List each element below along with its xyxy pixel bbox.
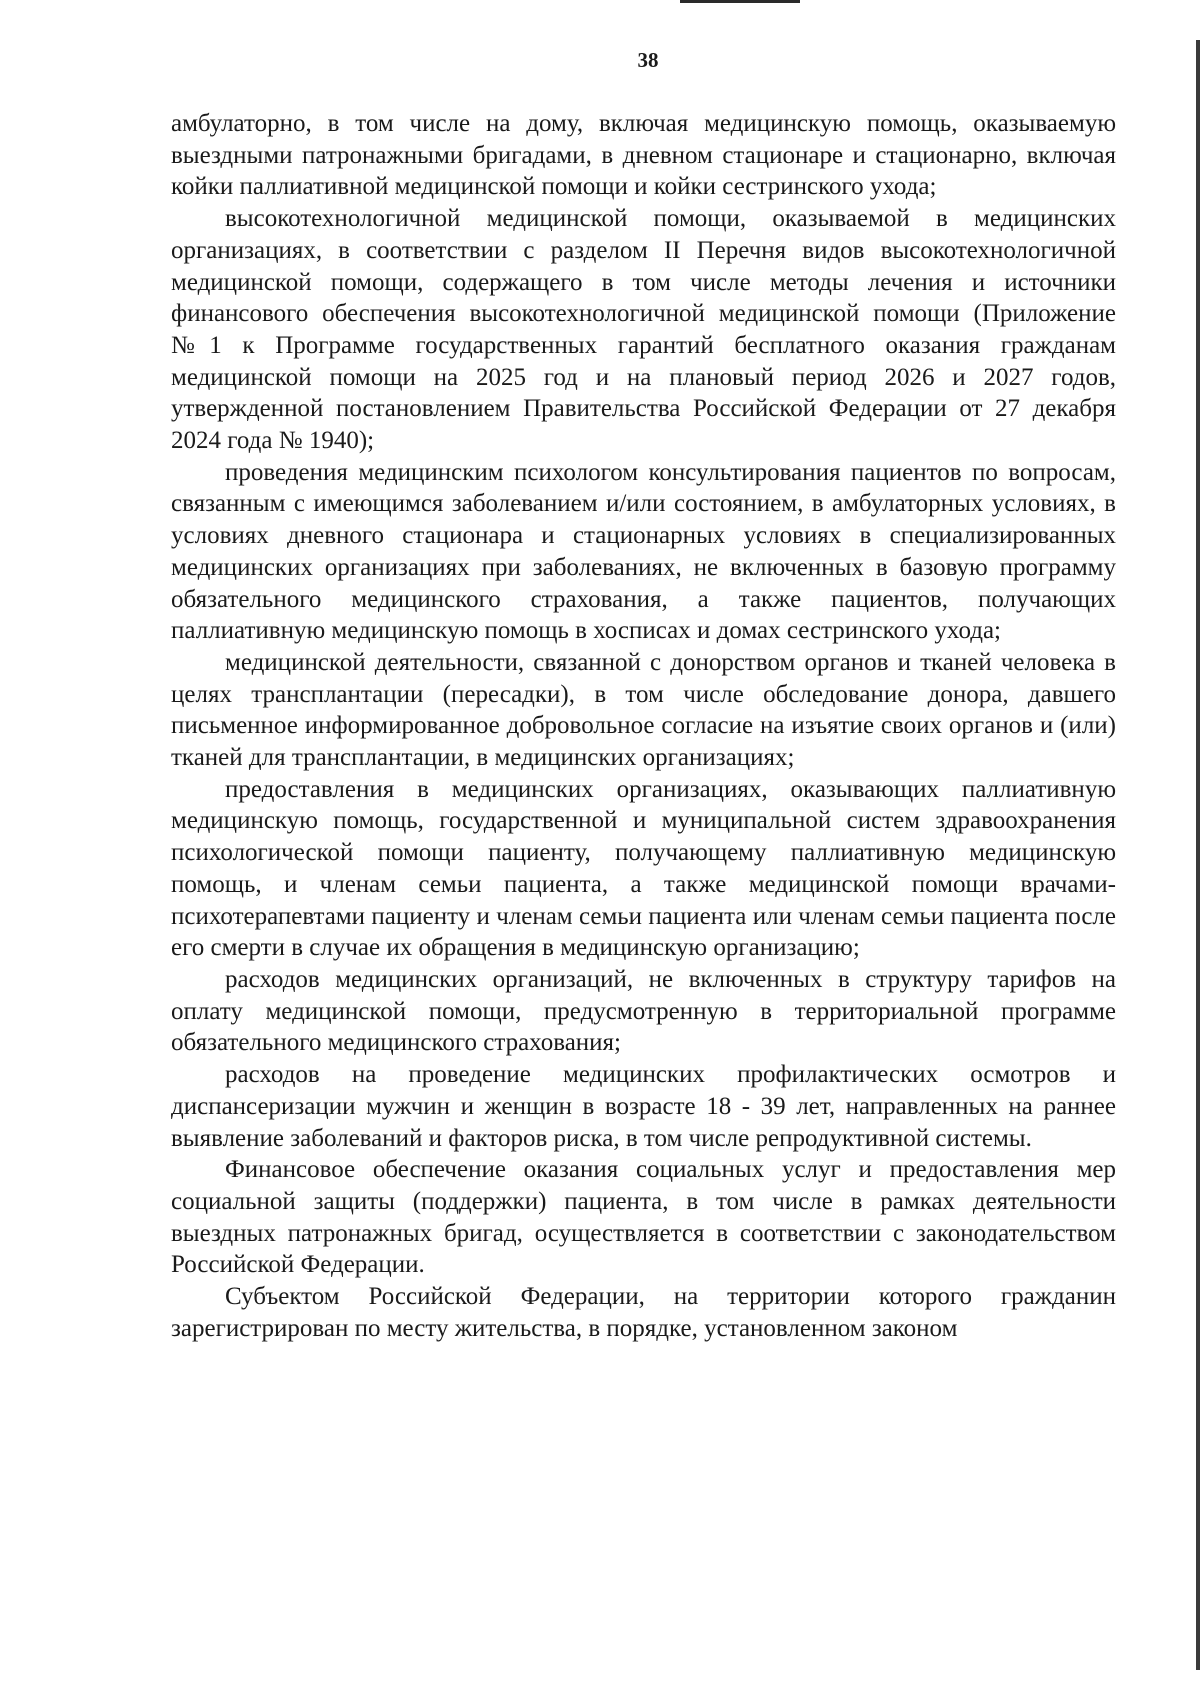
- paragraph-continuation: амбулаторно, в том числе на дому, включая медицинскую помощь, оказываемую выездными патронажными бригадами, в дневном стационаре и стационарно, включая койки паллиативной медицинской помощи и койки сестринского ухода;: [171, 110, 1116, 201]
- scan-top-mark: [680, 0, 800, 3]
- paragraph-preventive-exams: расходов на проведение медицинских профилактических осмотров и диспансеризации мужчин и женщин в возрасте 18 - 39 лет, направленных на раннее выявление заболеваний и факторов риска, в том числе репродуктивной системы.: [171, 1061, 1116, 1152]
- paragraph-federation-subject: Субъектом Российской Федерации, на территории которого гражданин зарегистрирован по месту жительства, в порядке, установленном законом: [171, 1283, 1116, 1342]
- paragraph-organ-donation: медицинской деятельности, связанной с донорством органов и тканей человека в целях трансплантации (пересадки), в том числе обследование донора, давшего письменное информированное добровольное согласие на изъятие своих органов и (или) тканей для трансплантации, в медицинских организациях;: [171, 648, 1116, 772]
- page-number: 38: [637, 48, 659, 72]
- paragraph-psychologist-consulting: проведения медицинским психологом консультирования пациентов по вопросам, связанным с имеющимся заболеванием и/или состоянием, в амбулаторных условиях, в условиях дневного стационара и стационарных условиях в специализированных медицинских организациях при заболеваниях, не включенных в базовую программу обязательного медицинского страхования, а также пациентов, получающих паллиативную медицинскую помощь в хосписах и домах сестринского ухода;: [171, 458, 1116, 645]
- paragraph-palliative-psych-help: предоставления в медицинских организациях, оказывающих паллиативную медицинскую помощь, государственной и муниципальной систем здравоохранения психологической помощи пациенту, получающему паллиативную медицинскую помощь, и членам семьи пациента, а также медицинской помощи врачами-психотерапевтами пациенту и членам семьи пациента или членам семьи пациента после его смерти в случае их обращения в медицинскую организацию;: [171, 775, 1116, 962]
- scan-page-edge: [1196, 40, 1200, 1670]
- paragraph-social-services-funding: Финансовое обеспечение оказания социальных услуг и предоставления мер социальной защиты (поддержки) пациента, в том числе в рамках деятельности выездных патронажных бригад, осуществляется в соответствии с законодательством Российской Федерации.: [171, 1156, 1116, 1279]
- paragraph-high-tech-care: высокотехнологичной медицинской помощи, оказываемой в медицинских организациях, в соответствии с разделом II Перечня видов высокотехнологичной медицинской помощи, содержащего в том числе методы лечения и источники финансового обеспечения высокотехнологичной медицинской помощи (Приложение №1 к Программе государственных гарантий бесплатного оказания гражданам медицинской помощи на 2025 год и на плановый период 2026 и 2027 годов, утвержденной постановлением Правительства Российской Федерации от 27 декабря 2024 года № 1940);: [171, 205, 1116, 455]
- paragraph-expenses-not-in-tariffs: расходов медицинских организаций, не включенных в структуру тарифов на оплату медицинской помощи, предусмотренную в территориальной программе обязательного медицинского страхования;: [171, 965, 1116, 1057]
- document-body: [171, 108, 1116, 1344]
